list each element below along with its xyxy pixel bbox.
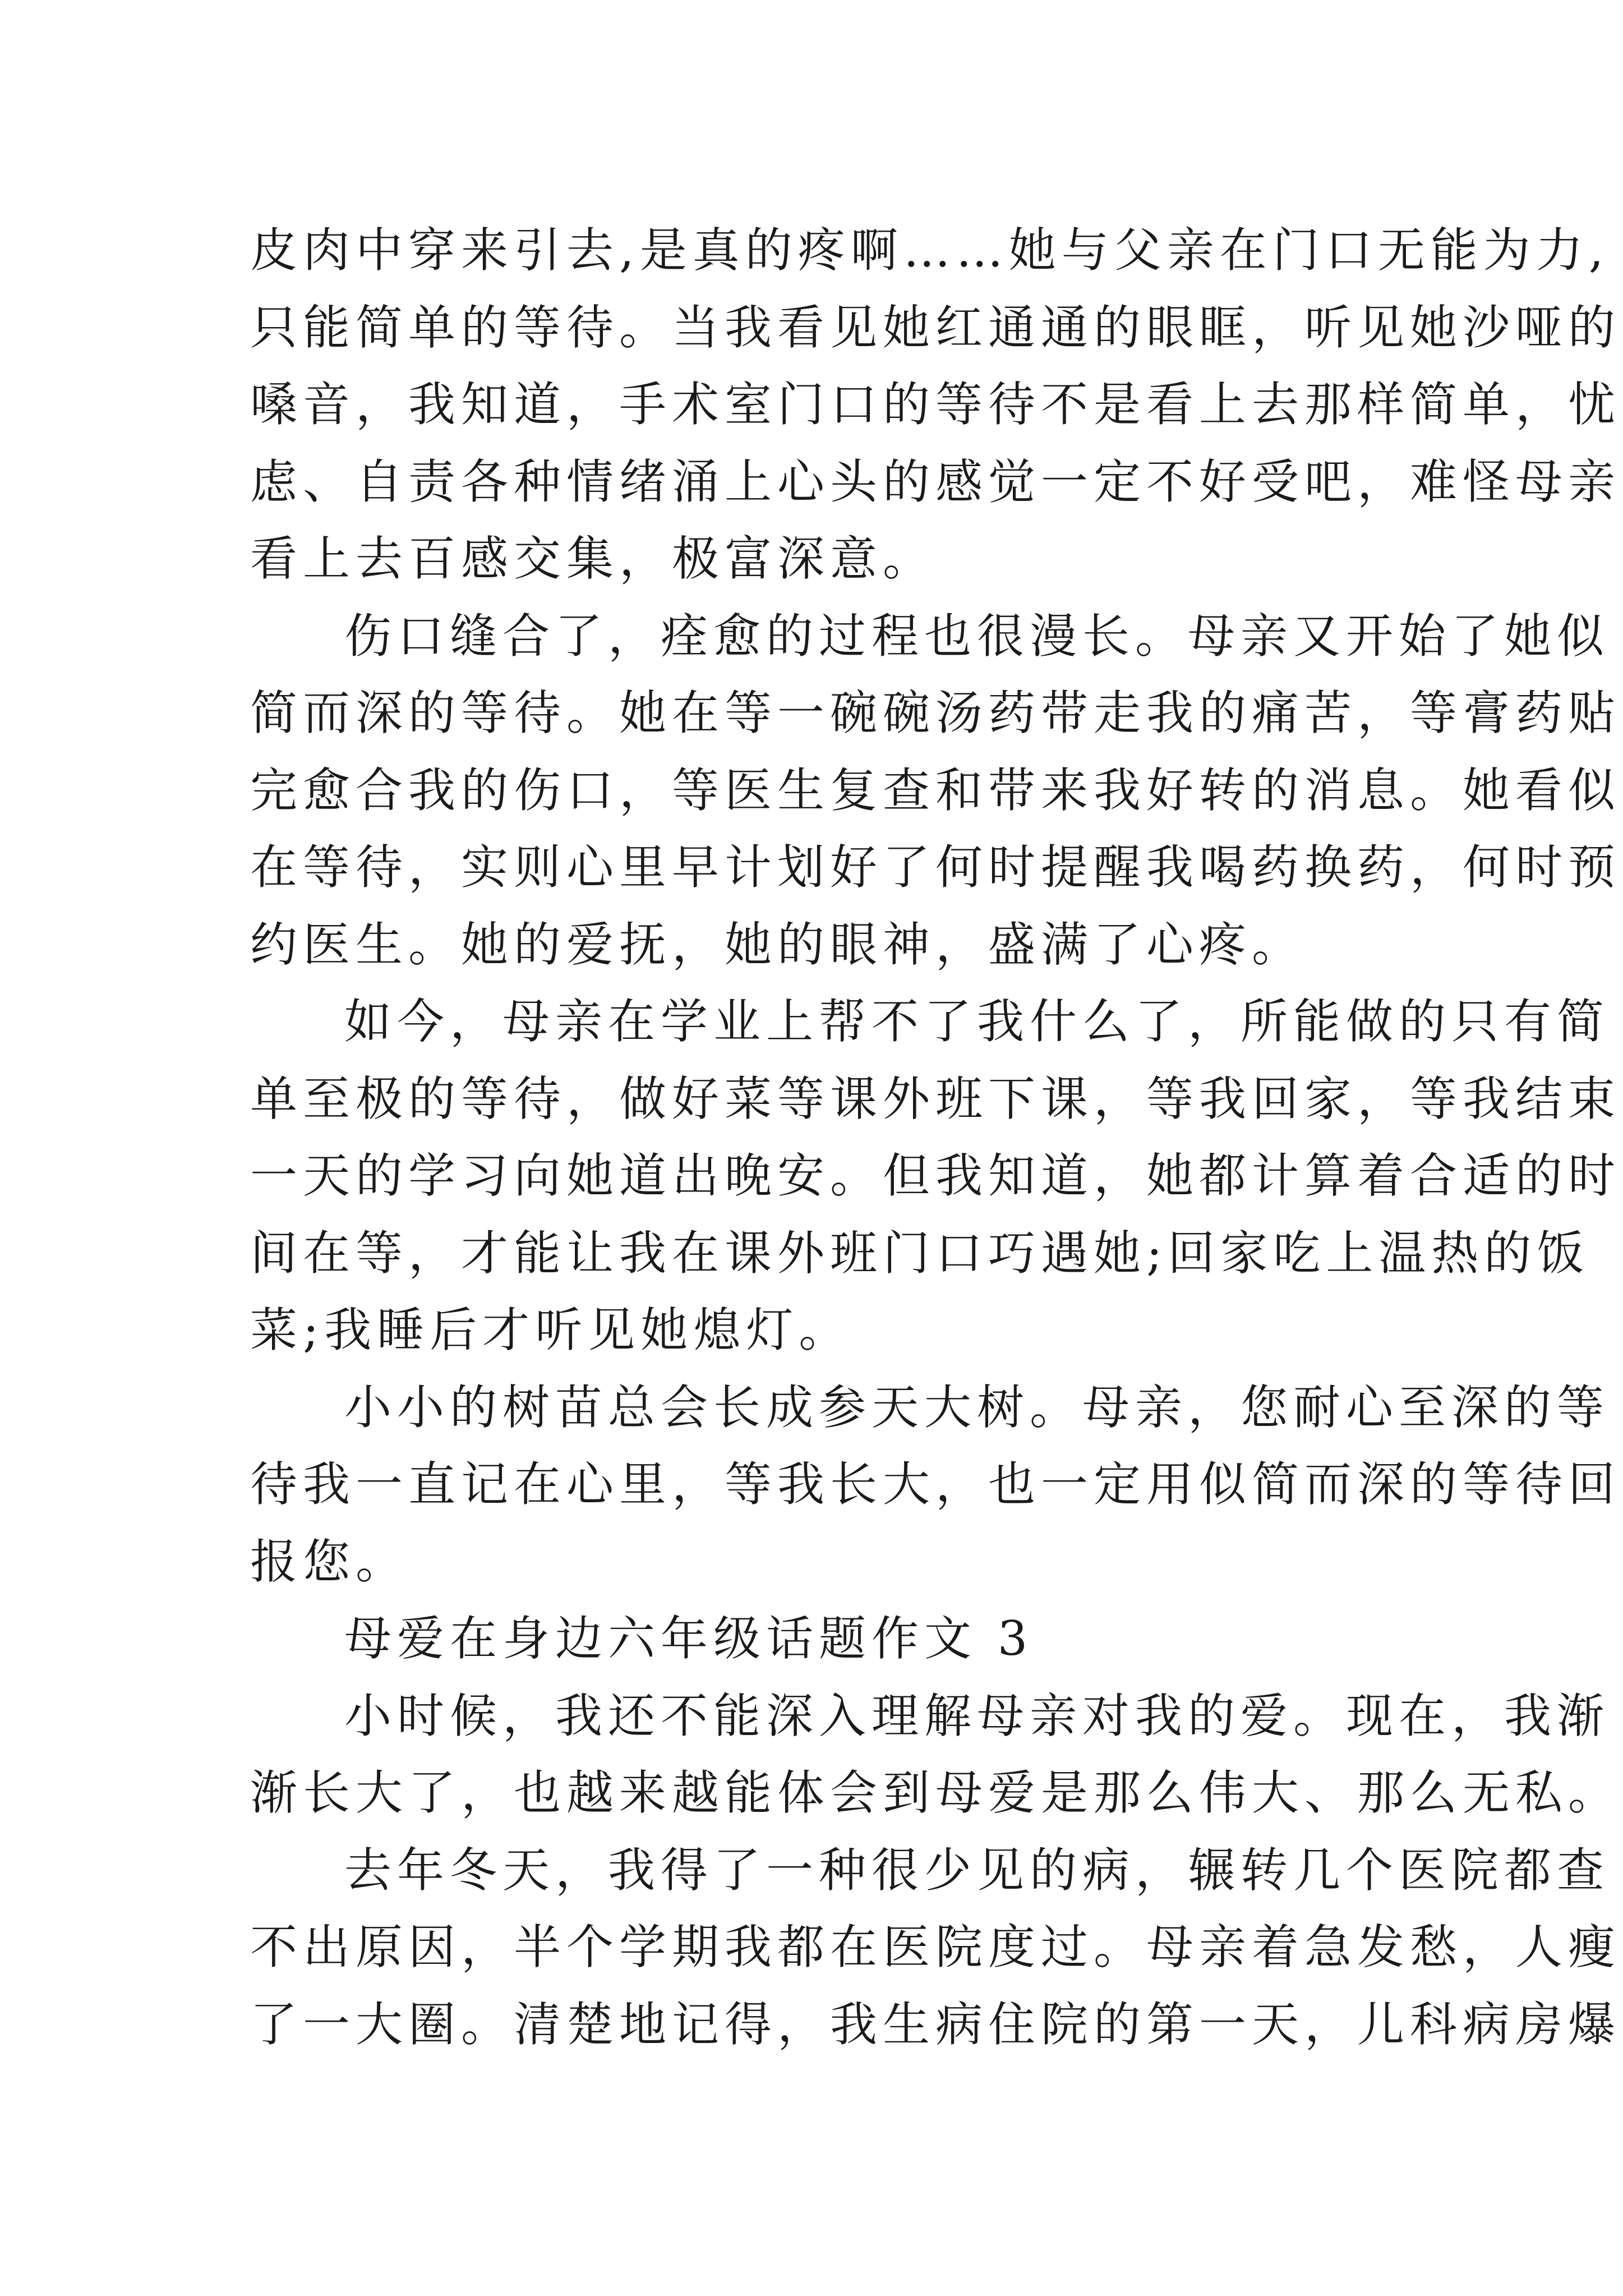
paragraph-line: 皮肉中穿来引去,是真的疼啊……她与父亲在门口无能为力, — [250, 223, 1610, 278]
paragraph-line: 嗓音，我知道，手术室门口的等待不是看上去那样简单，忧 — [250, 377, 1621, 432]
section-heading: 母爱在身边六年级话题作文 3 — [344, 1611, 1034, 1666]
paragraph-line: 菜;我睡后才听见她熄灯。 — [250, 1303, 852, 1358]
paragraph-line: 待我一直记在心里，等我长大，也一定用似简而深的等待回 — [250, 1457, 1621, 1512]
paragraph-line: 渐长大了，也越来越能体会到母爱是那么伟大、那么无私。 — [250, 1765, 1621, 1820]
paragraph-line: 伤口缝合了，痊愈的过程也很漫长。母亲又开始了她似 — [344, 608, 1610, 664]
paragraph-line: 报您。 — [250, 1534, 409, 1589]
paragraph-line: 一天的学习向她道出晚安。但我知道，她都计算着合适的时 — [250, 1148, 1621, 1203]
paragraph-line: 完愈合我的伤口，等医生复查和带来我好转的消息。她看似 — [250, 762, 1621, 818]
paragraph-line: 简而深的等待。她在等一碗碗汤药带走我的痛苦，等膏药贴 — [250, 685, 1621, 740]
paragraph-line: 小小的树苗总会长成参天大树。母亲，您耐心至深的等 — [344, 1379, 1610, 1435]
paragraph-line: 在等待，实则心里早计划好了何时提醒我喝药换药，何时预 — [250, 840, 1621, 895]
paragraph-line: 看上去百感交集，极富深意。 — [250, 531, 936, 586]
document-body — [250, 212, 1621, 2063]
paragraph-line: 单至极的等待，做好菜等课外班下课，等我回家，等我结束 — [250, 1071, 1621, 1126]
paragraph-line: 不出原因，半个学期我都在医院度过。母亲着急发愁，人瘦 — [250, 1920, 1621, 1975]
paragraph-line: 约医生。她的爱抚，她的眼神，盛满了心疼。 — [250, 917, 1305, 972]
paragraph-line: 间在等，才能让我在课外班门口巧遇她;回家吃上温热的饭 — [250, 1225, 1590, 1281]
paragraph-line: 小时候，我还不能深入理解母亲对我的爱。现在，我渐 — [344, 1688, 1610, 1743]
paragraph-line: 只能简单的等待。当我看见她红通通的眼眶，听见她沙哑的 — [250, 300, 1621, 355]
paragraph-line: 去年冬天，我得了一种很少见的病，辗转几个医院都查 — [344, 1842, 1610, 1898]
paragraph-line: 虑、自责各种情绪涌上心头的感觉一定不好受吧，难怪母亲 — [250, 454, 1621, 509]
paragraph-line: 如今，母亲在学业上帮不了我什么了，所能做的只有简 — [344, 994, 1610, 1049]
paragraph-line: 了一大圈。清楚地记得，我生病住院的第一天，儿科病房爆 — [250, 1996, 1621, 2052]
